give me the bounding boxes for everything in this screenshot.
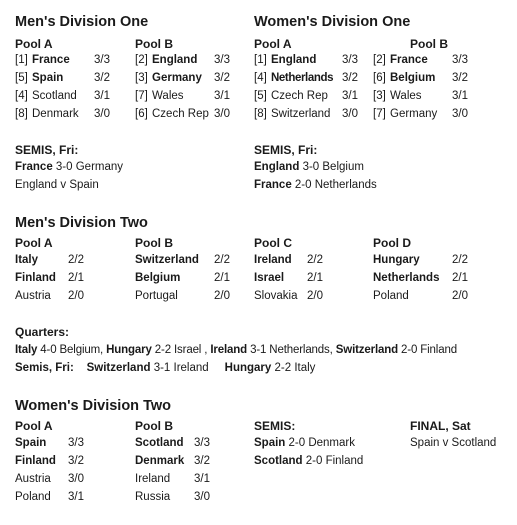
seed: [2] (373, 54, 386, 66)
mens-div-one-semi-result (15, 161, 123, 173)
team-score: 3/2 (68, 455, 84, 467)
team-score: 3/0 (214, 108, 230, 120)
team-score: 3/0 (94, 108, 110, 120)
mens-div-two-semis-results (15, 362, 315, 374)
womens-div-one-semi-result (254, 179, 377, 191)
team-name: Germany (390, 108, 438, 120)
team-name: Belgium (135, 272, 181, 284)
womens-div-one-semi-result (254, 161, 364, 173)
team-name: Portugal (135, 290, 178, 302)
team-name: Poland (373, 290, 409, 302)
team-name: Czech Rep (271, 90, 328, 102)
team-score: 3/3 (94, 54, 110, 66)
mens-div-two-title: Men's Division Two (15, 215, 148, 231)
team-name: Slovakia (254, 290, 298, 302)
womens-div-two-semi-result (254, 437, 355, 449)
team-name: France (32, 54, 70, 66)
mens-div-two-pool-a-title: Pool A (15, 236, 53, 250)
team-name: France (390, 54, 428, 66)
team-score: 2/0 (68, 290, 84, 302)
team-score: 2/1 (214, 272, 230, 284)
mens-div-one-pool-b-title: Pool B (135, 37, 173, 51)
seed: [5] (15, 72, 28, 84)
quarter-winner: Hungary (106, 344, 152, 356)
team-name: Scotland (32, 90, 77, 102)
team-name: Switzerland (135, 254, 199, 266)
team-name: Switzerland (271, 108, 331, 120)
seed: [4] (254, 72, 267, 84)
team-name: Spain (32, 72, 64, 84)
team-name: Poland (15, 491, 51, 503)
womens-div-two-final-match: Spain v Scotland (410, 437, 497, 449)
team-score: 3/2 (94, 72, 110, 84)
quarter-winner: Switzerland (335, 344, 399, 356)
womens-div-one-pool-b-title: Pool B (410, 37, 448, 51)
team-name: England (271, 54, 317, 66)
seed: [1] (254, 54, 267, 66)
semi-score: 3-1 Ireland (150, 362, 225, 374)
team-score: 3/3 (194, 437, 210, 449)
team-name: Austria (15, 290, 51, 302)
quarter-score: 2-0 Finland (398, 344, 457, 356)
team-name: Germany (152, 72, 202, 84)
team-score: 2/0 (452, 290, 468, 302)
team-name: Belgium (390, 72, 436, 84)
team-score: 3/2 (194, 455, 210, 467)
seed: [8] (15, 108, 28, 120)
team-score: 3/0 (452, 108, 468, 120)
seed: [5] (254, 90, 267, 102)
mens-div-two-quarters-title: Quarters: (15, 325, 70, 339)
womens-div-two-semi-result (254, 455, 363, 467)
quarter-score: 4-0 Belgium, (37, 344, 107, 356)
team-score: 2/1 (307, 272, 323, 284)
team-name: Czech Rep (152, 108, 209, 120)
semi-score: 2-0 Denmark (285, 437, 355, 449)
team-score: 3/0 (342, 108, 358, 120)
team-name: Denmark (32, 108, 79, 120)
team-name: Hungary (373, 254, 420, 266)
womens-div-two-pool-a-title: Pool A (15, 419, 53, 433)
quarter-winner: Italy (15, 344, 38, 356)
mens-div-two-pool-c-title: Pool C (254, 236, 292, 250)
team-name: England (152, 54, 198, 66)
team-score: 3/1 (94, 90, 110, 102)
team-score: 2/1 (68, 272, 84, 284)
team-score: 3/1 (452, 90, 468, 102)
team-name: Netherlands (271, 72, 334, 84)
team-score: 2/2 (214, 254, 230, 266)
seed: [8] (254, 108, 267, 120)
team-name: Russia (135, 491, 171, 503)
seed: [7] (135, 90, 148, 102)
mens-div-two-pool-d-title: Pool D (373, 236, 411, 250)
womens-div-two-final-title: FINAL, Sat (410, 419, 471, 433)
team-score: 3/3 (452, 54, 468, 66)
team-score: 3/3 (68, 437, 84, 449)
womens-div-one-title: Women's Division One (254, 14, 411, 30)
team-name: Finland (15, 272, 56, 284)
semi-score: 2-0 Finland (302, 455, 364, 467)
team-score: 3/1 (68, 491, 84, 503)
semi-winner: Switzerland (86, 362, 151, 374)
team-name: Ireland (135, 473, 171, 485)
seed: [6] (135, 108, 148, 120)
team-name: Spain (15, 437, 47, 449)
semi-score: 2-0 Netherlands (291, 179, 377, 191)
semi-winner: France (254, 179, 292, 191)
team-score: 3/1 (194, 473, 210, 485)
semi-score: 3-0 Germany (52, 161, 124, 173)
team-score: 2/0 (214, 290, 230, 302)
semi-winner: England (254, 161, 300, 173)
mens-div-one-semi-result (15, 179, 99, 191)
team-name: Netherlands (373, 272, 440, 284)
seed: [2] (135, 54, 148, 66)
womens-div-two-pool-b-title: Pool B (135, 419, 173, 433)
mens-div-one-semis-title: SEMIS, Fri: (15, 143, 79, 157)
team-score: 2/2 (307, 254, 323, 266)
team-score: 3/2 (214, 72, 230, 84)
quarter-score: 2-2 Israel , (151, 344, 211, 356)
womens-div-two-title: Women's Division Two (15, 398, 171, 414)
team-score: 3/2 (342, 72, 358, 84)
semi-winner: Scotland (254, 455, 303, 467)
semi-team: Hungary (224, 362, 272, 374)
team-name: Finland (15, 455, 56, 467)
team-name: Denmark (135, 455, 185, 467)
team-score: 3/0 (68, 473, 84, 485)
team-score: 3/1 (214, 90, 230, 102)
semi-score: 2-2 Italy (271, 362, 316, 374)
semi-score: 3-0 Belgium (299, 161, 364, 173)
seed: [3] (135, 72, 148, 84)
team-score: 2/2 (68, 254, 84, 266)
womens-div-two-semis-title: SEMIS: (254, 419, 296, 433)
team-score: 2/2 (452, 254, 468, 266)
womens-div-one-pool-a-title: Pool A (254, 37, 292, 51)
semi-winner: France (15, 161, 53, 173)
mens-div-two-quarters-results (15, 344, 457, 356)
team-name: Wales (390, 90, 422, 102)
team-score: 3/3 (342, 54, 358, 66)
team-score: 3/2 (452, 72, 468, 84)
team-score: 3/0 (194, 491, 210, 503)
mens-div-one-title: Men's Division One (15, 14, 149, 30)
team-score: 2/1 (452, 272, 468, 284)
semis-label: Semis, Fri: (15, 362, 74, 374)
team-name: Wales (152, 90, 184, 102)
semi-winner: Spain (254, 437, 286, 449)
mens-div-one-pool-a-title: Pool A (15, 37, 53, 51)
team-name: Scotland (135, 437, 184, 449)
seed: [1] (15, 54, 28, 66)
seed: [4] (15, 90, 28, 102)
team-name: Italy (15, 254, 39, 266)
seed: [7] (373, 108, 386, 120)
team-score: 2/0 (307, 290, 323, 302)
team-name: Ireland (254, 254, 292, 266)
seed: [6] (373, 72, 386, 84)
spacer (74, 362, 87, 374)
team-name: Israel (254, 272, 285, 284)
team-score: 3/3 (214, 54, 230, 66)
seed: [3] (373, 90, 386, 102)
semi-score: England v Spain (15, 179, 99, 191)
womens-div-one-semis-title: SEMIS, Fri: (254, 143, 318, 157)
team-name: Austria (15, 473, 51, 485)
quarter-winner: Ireland (210, 344, 248, 356)
quarter-score: 3-1 Netherlands, (247, 344, 336, 356)
mens-div-two-pool-b-title: Pool B (135, 236, 173, 250)
team-score: 3/1 (342, 90, 358, 102)
